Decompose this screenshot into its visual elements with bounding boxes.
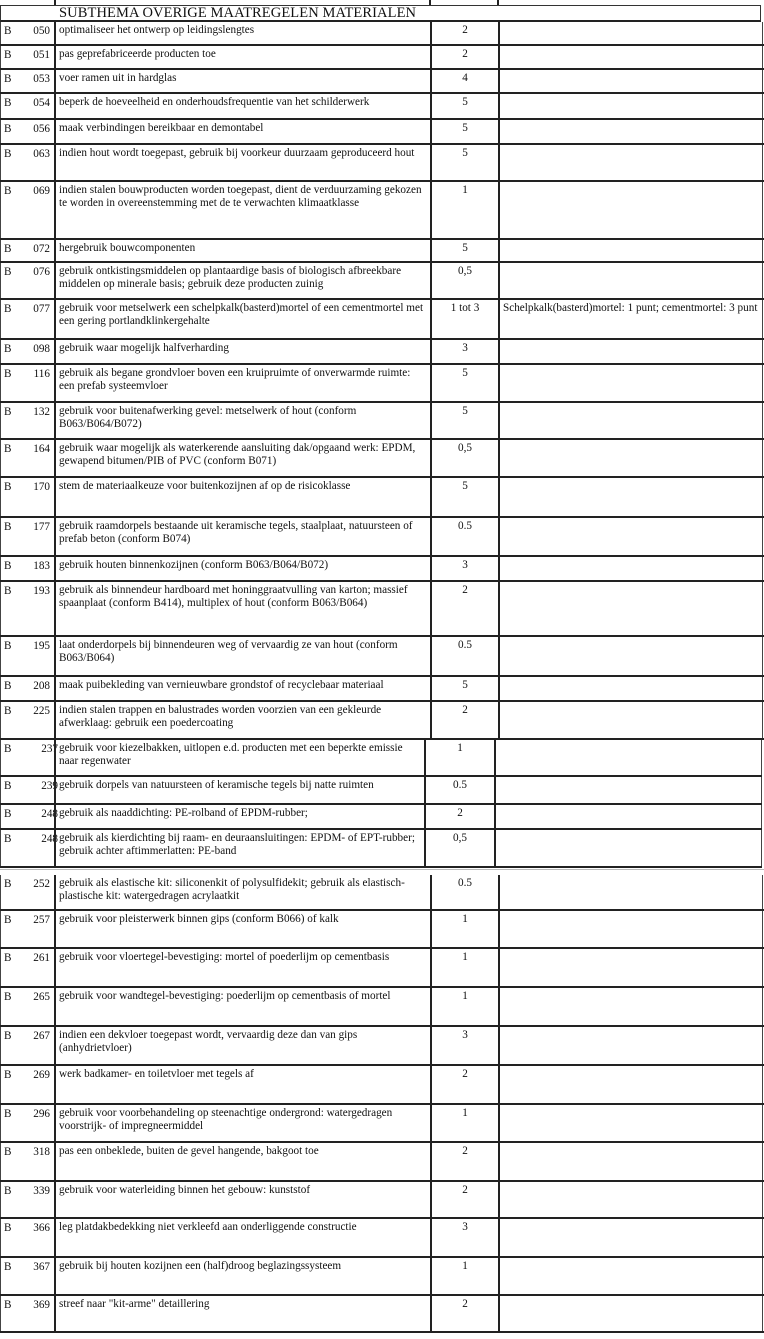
row-description: gebruik voor waterleiding binnen het gebouw: kunststof xyxy=(54,1182,430,1217)
row-score: 2 xyxy=(430,46,498,68)
table-row xyxy=(0,1182,764,1219)
row-code: 072 xyxy=(33,243,50,255)
row-description: stem de materiaalkeuze voor buitenkozijnen af op de risicoklasse xyxy=(54,478,430,516)
row-code: 248 xyxy=(41,833,58,845)
row-code: 116 xyxy=(33,368,50,380)
row-prefix: B xyxy=(0,740,14,775)
row-prefix: B xyxy=(0,340,14,363)
row-code: 056 xyxy=(33,123,50,135)
row-prefix: B xyxy=(0,145,14,180)
row-note xyxy=(498,440,763,476)
row-score: 2 xyxy=(430,1143,498,1180)
row-prefix: B xyxy=(0,911,14,947)
row-prefix: B xyxy=(0,1105,14,1141)
row-note xyxy=(498,637,763,675)
row-description: pas geprefabriceerde producten toe xyxy=(54,46,430,68)
row-code: 054 xyxy=(33,97,50,109)
row-note xyxy=(498,94,763,118)
row-code: 248 xyxy=(41,808,58,820)
table-row xyxy=(0,340,764,365)
table-row xyxy=(0,240,764,263)
row-note xyxy=(498,1296,763,1331)
row-description: gebruik voor metselwerk een schelpkalk(basterd)mortel of een cementmortel met een gering portlandklinkergehalte xyxy=(54,300,430,338)
table-row xyxy=(0,365,764,403)
row-prefix: B xyxy=(0,1027,14,1064)
row-score: 0.5 xyxy=(430,637,498,675)
row-code: 265 xyxy=(33,991,50,1003)
row-description: gebruik voor pleisterwerk binnen gips (conform B066) of kalk xyxy=(54,911,430,947)
row-code: 183 xyxy=(33,560,50,572)
table-row xyxy=(0,875,764,911)
row-description: leg platdakbedekking niet verkleefd aan onderliggende constructie xyxy=(54,1219,430,1256)
table-row xyxy=(0,1105,764,1143)
row-prefix: B xyxy=(0,1296,14,1331)
row-code: 098 xyxy=(33,343,50,355)
row-description: beperk de hoeveelheid en onderhoudsfrequentie van het schilderwerk xyxy=(54,94,430,118)
table-row xyxy=(0,777,762,805)
row-score: 1 xyxy=(430,988,498,1025)
row-description: gebruik waar mogelijk als waterkerende aansluiting dak/opgaand werk: EPDM, gewapend bitumen/PIB of PVC (conform B071) xyxy=(54,440,430,476)
row-note xyxy=(498,518,763,555)
row-code: 369 xyxy=(33,1299,50,1311)
row-score: 5 xyxy=(430,677,498,700)
row-prefix: B xyxy=(0,1066,14,1103)
row-note: Schelpkalk(basterd)mortel: 1 punt; cementmortel: 3 punt xyxy=(498,300,763,338)
row-score: 2 xyxy=(430,22,498,44)
row-code: 195 xyxy=(33,640,50,652)
row-note xyxy=(498,949,763,986)
row-code: 261 xyxy=(33,952,50,964)
table-row xyxy=(0,1219,764,1258)
row-note xyxy=(498,582,763,635)
row-score: 3 xyxy=(430,1027,498,1064)
row-description: indien stalen trappen en balustrades worden voorzien van een gekleurde afwerklaag: gebruik een poedercoating xyxy=(54,702,430,738)
table-row xyxy=(0,677,764,702)
row-prefix: B xyxy=(0,988,14,1025)
row-code: 053 xyxy=(33,73,50,85)
page-break-line xyxy=(0,869,764,870)
row-note xyxy=(498,182,763,238)
row-code: 269 xyxy=(33,1069,50,1081)
table-row xyxy=(0,403,764,440)
table-row xyxy=(0,911,764,949)
row-code: 318 xyxy=(33,1146,50,1158)
row-prefix: B xyxy=(0,875,14,909)
row-score: 1 tot 3 xyxy=(430,300,498,338)
table-row xyxy=(0,740,762,777)
row-score: 5 xyxy=(430,365,498,401)
row-score: 2 xyxy=(430,1296,498,1331)
row-score: 2 xyxy=(424,805,494,828)
row-description: maak puibekleding van vernieuwbare grondstof of recyclebaar materiaal xyxy=(54,677,430,700)
row-score: 1 xyxy=(430,1258,498,1294)
row-code: 252 xyxy=(33,878,50,890)
table-row xyxy=(0,805,762,830)
row-prefix: B xyxy=(0,478,14,516)
table-row xyxy=(0,582,764,637)
subtheme-title: SUBTHEMA OVERIGE MAATREGELEN MATERIALEN xyxy=(59,5,417,21)
table-row xyxy=(0,120,764,145)
row-note xyxy=(498,22,763,44)
row-note xyxy=(498,702,763,738)
row-prefix: B xyxy=(0,637,14,675)
row-score: 5 xyxy=(430,478,498,516)
row-description: indien hout wordt toegepast, gebruik bij voorkeur duurzaam geproduceerd hout xyxy=(54,145,430,180)
row-description: hergebruik bouwcomponenten xyxy=(54,240,430,261)
row-code: 208 xyxy=(33,680,50,692)
row-prefix: B xyxy=(0,1258,14,1294)
table-row xyxy=(0,263,764,300)
row-code: 164 xyxy=(33,443,50,455)
table-row xyxy=(0,478,764,518)
table-row xyxy=(0,518,764,557)
row-prefix: B xyxy=(0,1219,14,1256)
row-description: gebruik dorpels van natuursteen of keramische tegels bij natte ruimten xyxy=(54,777,424,803)
row-score: 0,5 xyxy=(424,830,494,866)
row-note xyxy=(498,46,763,68)
row-note xyxy=(494,740,762,775)
row-note xyxy=(498,1219,763,1256)
row-score: 5 xyxy=(430,94,498,118)
row-note xyxy=(498,365,763,401)
row-description: gebruik ontkistingsmiddelen op plantaardige basis of biologisch afbreekbare middelen op minerale basis; gebruik deze producten zuinig xyxy=(54,263,430,298)
table-row xyxy=(0,830,762,868)
row-code: 367 xyxy=(33,1261,50,1273)
row-code: 076 xyxy=(33,266,50,278)
row-note xyxy=(498,120,763,143)
row-prefix: B xyxy=(0,557,14,580)
table-row xyxy=(0,1027,764,1066)
row-prefix: B xyxy=(0,1182,14,1217)
row-description: voer ramen uit in hardglas xyxy=(54,70,430,92)
row-score: 2 xyxy=(430,1182,498,1217)
table-row xyxy=(0,637,764,677)
row-score: 1 xyxy=(430,1105,498,1141)
table-row xyxy=(0,949,764,988)
row-prefix: B xyxy=(0,777,14,803)
row-description: gebruik als kierdichting bij raam- en deuraansluitingen: EPDM- of EPT-rubber; gebruik achter aftimmerlatten: PE-band xyxy=(54,830,424,866)
row-code: 267 xyxy=(33,1030,50,1042)
row-description: gebruik als binnendeur hardboard met honinggraatvulling van karton; massief spaanplaat (conform B414), multiplex of hout (conform B063/B064) xyxy=(54,582,430,635)
row-note xyxy=(498,677,763,700)
table-row xyxy=(0,702,764,740)
table-row xyxy=(0,22,764,46)
row-description: gebruik als begane grondvloer boven een kruipruimte of onverwarmde ruimte: een prefab systeemvloer xyxy=(54,365,430,401)
row-description: gebruik als naaddichting: PE-rolband of EPDM-rubber; xyxy=(54,805,424,828)
row-prefix: B xyxy=(0,70,14,92)
row-prefix: B xyxy=(0,582,14,635)
table-row xyxy=(0,46,764,70)
row-note xyxy=(498,1066,763,1103)
row-prefix: B xyxy=(0,94,14,118)
row-score: 1 xyxy=(424,740,494,775)
row-description: werk badkamer- en toiletvloer met tegels af xyxy=(54,1066,430,1103)
table-row xyxy=(0,145,764,182)
row-score: 1 xyxy=(430,182,498,238)
row-description: gebruik voor vloertegel-bevestiging: mortel of poederlijm op cementbasis xyxy=(54,949,430,986)
row-score: 0,5 xyxy=(430,440,498,476)
row-description: gebruik houten binnenkozijnen (conform B063/B064/B072) xyxy=(54,557,430,580)
row-prefix: B xyxy=(0,365,14,401)
row-code: 296 xyxy=(33,1108,50,1120)
row-description: gebruik voor kiezelbakken, uitlopen e.d. producten met een beperkte emissie naar regenwater xyxy=(54,740,424,775)
row-code: 170 xyxy=(33,481,50,493)
row-description: optimaliseer het ontwerp op leidingslengtes xyxy=(54,22,430,44)
row-note xyxy=(494,805,762,828)
row-note xyxy=(498,1182,763,1217)
row-prefix: B xyxy=(0,240,14,261)
row-prefix: B xyxy=(0,949,14,986)
row-description: indien een dekvloer toegepast wordt, vervaardig deze dan van gips (anhydrietvloer) xyxy=(54,1027,430,1064)
row-prefix: B xyxy=(0,518,14,555)
row-description: indien stalen bouwproducten worden toegepast, dient de verduurzaming gekozen te worden in overeenstemming met de te verwachten klimaatklasse xyxy=(54,182,430,238)
row-score: 0.5 xyxy=(430,518,498,555)
row-score: 0.5 xyxy=(430,875,498,909)
row-score: 3 xyxy=(430,340,498,363)
row-note xyxy=(498,240,763,261)
row-code: 239 xyxy=(41,780,58,792)
subtheme-header xyxy=(0,5,761,22)
row-note xyxy=(498,1027,763,1064)
row-score: 5 xyxy=(430,145,498,180)
table-row xyxy=(0,988,764,1027)
row-code: 339 xyxy=(33,1185,50,1197)
table-row xyxy=(0,1258,764,1296)
row-description: gebruik als elastische kit: siliconenkit of polysulfidekit; gebruik als elastisch-plastische kit: watergedragen acrylaatkit xyxy=(54,875,430,909)
row-description: streef naar "kit-arme" detaillering xyxy=(54,1296,430,1331)
table-row xyxy=(0,70,764,94)
row-prefix: B xyxy=(0,120,14,143)
table-row xyxy=(0,1143,764,1182)
row-prefix: B xyxy=(0,830,14,866)
row-score: 5 xyxy=(430,403,498,438)
row-prefix: B xyxy=(0,702,14,738)
row-note xyxy=(498,403,763,438)
row-prefix: B xyxy=(0,1143,14,1180)
row-prefix: B xyxy=(0,263,14,298)
row-description: gebruik raamdorpels bestaande uit keramische tegels, staalplaat, natuursteen of prefab beton (conform B074) xyxy=(54,518,430,555)
row-prefix: B xyxy=(0,300,14,338)
row-note xyxy=(498,1143,763,1180)
row-prefix: B xyxy=(0,22,14,44)
row-prefix: B xyxy=(0,677,14,700)
row-description: maak verbindingen bereikbaar en demontabel xyxy=(54,120,430,143)
row-note xyxy=(498,988,763,1025)
row-code: 225 xyxy=(33,705,50,717)
row-code: 069 xyxy=(33,185,50,197)
row-note xyxy=(498,1105,763,1141)
row-code: 132 xyxy=(33,406,50,418)
row-score: 0.5 xyxy=(424,777,494,803)
row-score: 4 xyxy=(430,70,498,92)
row-prefix: B xyxy=(0,182,14,238)
row-score: 5 xyxy=(430,240,498,261)
row-note xyxy=(494,777,762,803)
row-description: gebruik waar mogelijk halfverharding xyxy=(54,340,430,363)
table-row xyxy=(0,182,764,240)
row-score: 2 xyxy=(430,702,498,738)
row-prefix: B xyxy=(0,46,14,68)
row-score: 0,5 xyxy=(430,263,498,298)
row-code: 063 xyxy=(33,148,50,160)
row-note xyxy=(498,478,763,516)
row-note xyxy=(498,263,763,298)
row-code: 193 xyxy=(33,585,50,597)
table-row xyxy=(0,300,764,340)
row-note xyxy=(498,1258,763,1294)
row-description: pas een onbeklede, buiten de gevel hangende, bakgoot toe xyxy=(54,1143,430,1180)
row-note xyxy=(498,557,763,580)
row-score: 5 xyxy=(430,120,498,143)
row-description: gebruik voor buitenafwerking gevel: metselwerk of hout (conform B063/B064/B072) xyxy=(54,403,430,438)
row-score: 3 xyxy=(430,1219,498,1256)
row-note xyxy=(498,911,763,947)
row-code: 077 xyxy=(33,303,50,315)
table-row xyxy=(0,557,764,582)
row-note xyxy=(498,340,763,363)
row-prefix: B xyxy=(0,440,14,476)
table-row xyxy=(0,94,764,120)
row-prefix: B xyxy=(0,805,14,828)
table-row xyxy=(0,1066,764,1105)
row-score: 2 xyxy=(430,1066,498,1103)
table-row xyxy=(0,440,764,478)
row-code: 237 xyxy=(41,743,58,755)
row-score: 1 xyxy=(430,911,498,947)
row-code: 366 xyxy=(33,1222,50,1234)
row-score: 2 xyxy=(430,582,498,635)
row-prefix: B xyxy=(0,403,14,438)
row-code: 177 xyxy=(33,521,50,533)
row-description: gebruik voor voorbehandeling op steenachtige ondergrond: watergedragen voorstrijk- of impregneermiddel xyxy=(54,1105,430,1141)
table-row xyxy=(0,1296,764,1333)
row-code: 051 xyxy=(33,49,50,61)
row-score: 3 xyxy=(430,557,498,580)
row-code: 050 xyxy=(33,25,50,37)
row-description: laat onderdorpels bij binnendeuren weg of vervaardig ze van hout (conform B063/B064) xyxy=(54,637,430,675)
row-description: gebruik bij houten kozijnen een (half)droog beglazingssysteem xyxy=(54,1258,430,1294)
row-note xyxy=(494,830,762,866)
row-note xyxy=(498,145,763,180)
row-note xyxy=(498,875,763,909)
row-code: 257 xyxy=(33,914,50,926)
row-description: gebruik voor wandtegel-bevestiging: poederlijm op cementbasis of mortel xyxy=(54,988,430,1025)
row-note xyxy=(498,70,763,92)
row-score: 1 xyxy=(430,949,498,986)
